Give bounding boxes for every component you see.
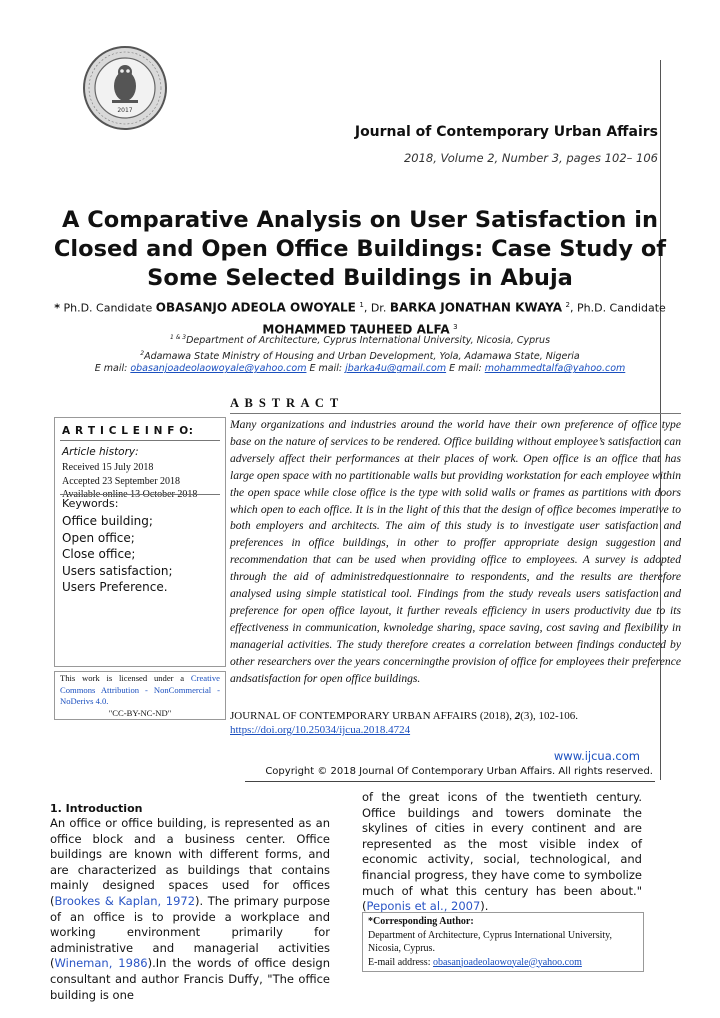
history-item: Received 15 July 2018 bbox=[62, 462, 154, 473]
email-link[interactable]: jbarka4u@gmail.com bbox=[345, 363, 447, 375]
seal-year: 2017 bbox=[117, 107, 133, 114]
corresponding-email-link[interactable]: obasanjoadeolaowoyale@yahoo.com bbox=[432, 956, 582, 968]
body-column-left bbox=[50, 816, 330, 1003]
email-link[interactable]: mohammedtalfa@yahoo.com bbox=[484, 363, 626, 375]
article-title bbox=[40, 206, 680, 293]
divider bbox=[230, 413, 681, 414]
journal-seal-logo bbox=[82, 42, 168, 134]
divider bbox=[60, 440, 220, 441]
affil-mark: 1 & 3 bbox=[169, 334, 187, 341]
section-heading: 1. Introduction bbox=[50, 802, 143, 815]
body-text: An office or office building, is represented as an office block and a business center. Office buildings are known with different forms, and are characterized as buildings that contains mainly designed spaces used for offices ( bbox=[50, 816, 330, 908]
keyword-item: Users Preference. bbox=[62, 580, 168, 594]
abstract-heading: A B S T R A C T bbox=[230, 396, 340, 410]
license-text bbox=[60, 673, 220, 719]
license-link[interactable]: Creative Commons Attribution - NonCommercial - NoDerivs 4.0. bbox=[60, 673, 220, 706]
license-intro: This work is licensed under a bbox=[60, 673, 185, 683]
keywords-list bbox=[62, 513, 222, 596]
corresponding-title: *Corresponding Author: bbox=[368, 916, 474, 927]
email-label: E mail: bbox=[309, 363, 343, 375]
author-name: BARKA JONATHAN KWAYA bbox=[389, 300, 563, 315]
author-affil-mark: 3 bbox=[453, 322, 458, 331]
body-text: of the great icons of the twentieth century. Office buildings and towers dominate the skylines of cities in every continent and are represented as the most visible index of economic activity, social, technological, and financial progress, they have come to symbolize much of what this century has been about." ( bbox=[362, 790, 642, 914]
affiliation-line: Department of Architecture, Cyprus International University, Nicosia, Cyprus bbox=[186, 335, 551, 347]
citation-link[interactable]: Wineman, 1986 bbox=[54, 956, 148, 971]
keyword-item: Open office; bbox=[62, 530, 135, 545]
license-code: "CC-BY-NC-ND" bbox=[108, 707, 172, 718]
author-name: MOHAMMED TAUHEED ALFA bbox=[262, 322, 450, 337]
journal-name: Journal of Contemporary Urban Affairs bbox=[354, 124, 658, 140]
body-text: ). bbox=[480, 899, 489, 914]
history-label: Article history: bbox=[62, 446, 139, 458]
article-info-heading: A R T I C L E I N F O: bbox=[62, 425, 194, 437]
journal-site-link[interactable]: www.ijcua.com bbox=[553, 749, 640, 763]
title-line: Some Selected Buildings in Abuja bbox=[147, 265, 573, 291]
doi-link[interactable]: https://doi.org/10.25034/ijcua.2018.4724 bbox=[230, 724, 411, 736]
history-item: Accepted 23 September 2018 bbox=[62, 475, 181, 487]
keyword-item: Office building; bbox=[62, 514, 153, 528]
author-affil-mark: 1 bbox=[359, 301, 364, 309]
email-label: E-mail address: bbox=[368, 956, 433, 968]
affiliation-line: Adamawa State Ministry of Housing and Urban Development, Yola, Adamawa State, Nigeria bbox=[144, 350, 580, 362]
title-line: A Comparative Analysis on User Satisfaction in bbox=[61, 207, 658, 233]
author-prefix: , Ph.D. Candidate bbox=[570, 301, 666, 315]
keyword-item: Close office; bbox=[62, 547, 136, 561]
author-affil-mark: 2 bbox=[565, 301, 570, 309]
citation bbox=[230, 709, 681, 724]
abstract-text: Many organizations and industries around the world have their own preference of office type base on the nature of services to be rendered. Office building without employee’s satisfaction can adversely affect their performances at their places of work. Open office is an office that has large open space with no partitionable walls but providing workstation for each employee within the open space while close office is the type with solid walls or frames as partitions with doors which open to each office. It is in the light of this that the design of office becomes imperative to both employers and architects. The aim of this study is to investigate user satisfaction and preferences in office buildings, in other to proffer appropriate design suggestion and recommendation that can be used when providing office to employees. A survey is adopted through the aid of administredquestionnaire to respondents, and the results are therefore analysed using simple statistical tool. Findings from the study reveals users satisfaction and preference for open office layout, it further reveals efficiency in users productivity due to its effectiveness in communication, kwnoledge sharing, space saving, cost saving and flexibility in managerial activities. The study therefore creates a correlation between findings conducted by other researchers over the years concerningthe provision of office for employees their preference andsatisfaction for open office buildings. bbox=[230, 418, 681, 685]
body-text: ). The primary purpose of an office is to provide a workplace and working environment primarily for administrative and managerial activities ( bbox=[50, 893, 330, 971]
corresponding-affiliation: Department of Architecture, Cyprus International University, Nicosia, Cyprus. bbox=[368, 929, 612, 954]
citation-volume: 2 bbox=[514, 710, 521, 722]
author-name: OBASANJO ADEOLA OWOYALE bbox=[155, 300, 356, 315]
history-list bbox=[62, 461, 222, 502]
citation-link[interactable]: Brookes & Kaplan, 1972 bbox=[54, 893, 196, 908]
body-text: ).In the words of office design consultant and author Francis Duffy, "The office building is one bbox=[50, 956, 330, 1002]
corresponding-author-text bbox=[368, 915, 638, 969]
author-prefix: Ph.D. Candidate bbox=[63, 301, 153, 315]
email-label: E mail: bbox=[449, 363, 482, 375]
citation-journal: JOURNAL OF CONTEMPORARY URBAN AFFAIRS (2018), bbox=[230, 710, 515, 722]
body-column-right bbox=[362, 790, 642, 915]
title-line: Closed and Open Office Buildings: Case Study of bbox=[53, 236, 667, 262]
keywords-label: Keywords: bbox=[62, 497, 119, 510]
keyword-item: Users satisfaction; bbox=[62, 563, 173, 578]
author-prefix: , Dr. bbox=[363, 301, 387, 315]
copyright-notice: Copyright © 2018 Journal Of Contemporary Urban Affairs. All rights reserved. bbox=[265, 766, 653, 777]
email-link[interactable]: obasanjoadeolaowoyale@yahoo.com bbox=[130, 363, 307, 375]
affiliations bbox=[20, 332, 700, 376]
citation-link[interactable]: Peponis et al., 2007 bbox=[366, 899, 481, 914]
citation-pages: (3), 102-106. bbox=[520, 710, 578, 722]
email-label: E mail: bbox=[94, 363, 128, 375]
issue-line: 2018, Volume 2, Number 3, pages 102– 106 bbox=[403, 151, 658, 165]
affil-mark: 2 bbox=[140, 349, 145, 357]
author-asterisk: * bbox=[54, 301, 60, 315]
divider bbox=[60, 494, 220, 495]
divider bbox=[245, 781, 655, 782]
